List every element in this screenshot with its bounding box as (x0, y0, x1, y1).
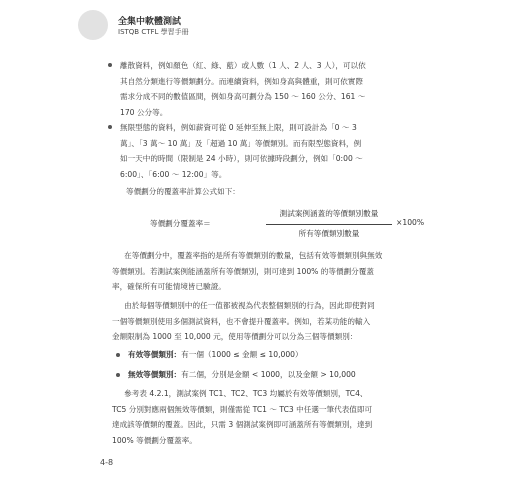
text-line: 無限型態的資料，例如薪資可從 0 延伸至無上限，則可設計為「0 ～ 3 (120, 123, 357, 132)
text-line: 達成該等價類的覆蓋。因此，只需 3 個測試案例即可涵蓋所有等價類別，達到 (112, 420, 373, 429)
paragraph-table-reference (112, 386, 412, 448)
bullet-label: 無效等價類別： (128, 370, 182, 379)
formula-rhs: ×100% (396, 218, 425, 227)
bullet-label: 有效等價類別： (128, 350, 182, 359)
text-line: TC5 分別對應兩個無效等價類，則僅需從 TC1 ～ TC3 中任選一筆代表值即可 (112, 404, 373, 414)
text-line: 金額限制為 1000 至 10,000 元，使用等價劃分可以分為三個等價類別： (112, 332, 358, 341)
text-line: 萬」、「3 萬～ 10 萬」及「超過 10 萬」等價類別。而有限型態資料，例 (120, 138, 362, 148)
bullet-valid-partition (128, 348, 408, 362)
bullet-text: 有二個，分別是金額 < 1000，以及金額 > 10,000 (181, 370, 356, 379)
formula-intro: 等價劃分的覆蓋率計算公式如下： (126, 187, 240, 196)
text-line: 率，確保所有可能情境皆已驗證。 (112, 282, 226, 291)
bullet-infinite-data (120, 120, 410, 182)
text-line: 一個等價類別使用多個測試資料，也不會提升覆蓋率。例如，若某功能的輸入 (112, 316, 371, 326)
header-circle-decoration (78, 10, 108, 40)
text-line: 其自然分類進行等價類劃分。而連續資料，例如身高與體重，則可依實際 (120, 76, 363, 86)
paragraph-representative-value (112, 298, 412, 345)
page-number: 4-8 (100, 458, 114, 467)
text-line: 170 公分等。 (120, 107, 168, 117)
paragraph-coverage (112, 248, 412, 295)
text-line: 由於每個等價類別中的任一值都被視為代表整個類別的行為，因此即使對同 (124, 301, 375, 310)
bullet-icon (116, 373, 120, 377)
formula-lhs: 等價劃分覆蓋率＝ (150, 219, 211, 228)
bullet-text: 有一個（1000 ≤ 金額 ≤ 10,000） (181, 350, 303, 359)
text-line: 6:00」、「6:00 ～ 12:00」等。 (120, 169, 227, 179)
formula-numerator: 測試案例涵蓋的等價類別數量 (279, 209, 379, 218)
book-title: 全集中軟體測試 (118, 17, 182, 27)
bullet-discrete-data (120, 58, 410, 120)
text-line: 等價類別。若測試案例能涵蓋所有等價類別，則可達到 100% 的等價劃分覆蓋 (112, 266, 374, 276)
book-subtitle: ISTQB CTFL 學習手冊 (118, 28, 189, 36)
text-line: 離散資料，例如顏色（紅、綠、藍）或人數（1 人、2 人、3 人），可以依 (120, 61, 366, 70)
text-line: 需求分成不同的數值區間，例如身高可劃分為 150 ～ 160 公分、161 ～ (120, 92, 366, 101)
text-line: 如一天中的時間（限制是 24 小時），則可依據時段劃分，例如「0:00 ～ (120, 154, 363, 163)
text-line: 參考表 4.2.1，測試案例 TC1、TC2、TC3 均屬於有效等價類別，TC4、 (124, 389, 368, 398)
bullet-icon (108, 125, 112, 129)
bullet-icon (116, 353, 120, 357)
bullet-invalid-partition (128, 368, 408, 382)
text-line: 100% 等價劃分覆蓋率。 (112, 435, 197, 445)
bullet-icon (108, 63, 112, 67)
formula-denominator: 所有等價類別數量 (298, 229, 360, 238)
fraction-bar (266, 224, 392, 225)
text-line: 在等價劃分中，覆蓋率指的是所有等價類別的數量，包括有效等價類別與無效 (124, 251, 383, 260)
